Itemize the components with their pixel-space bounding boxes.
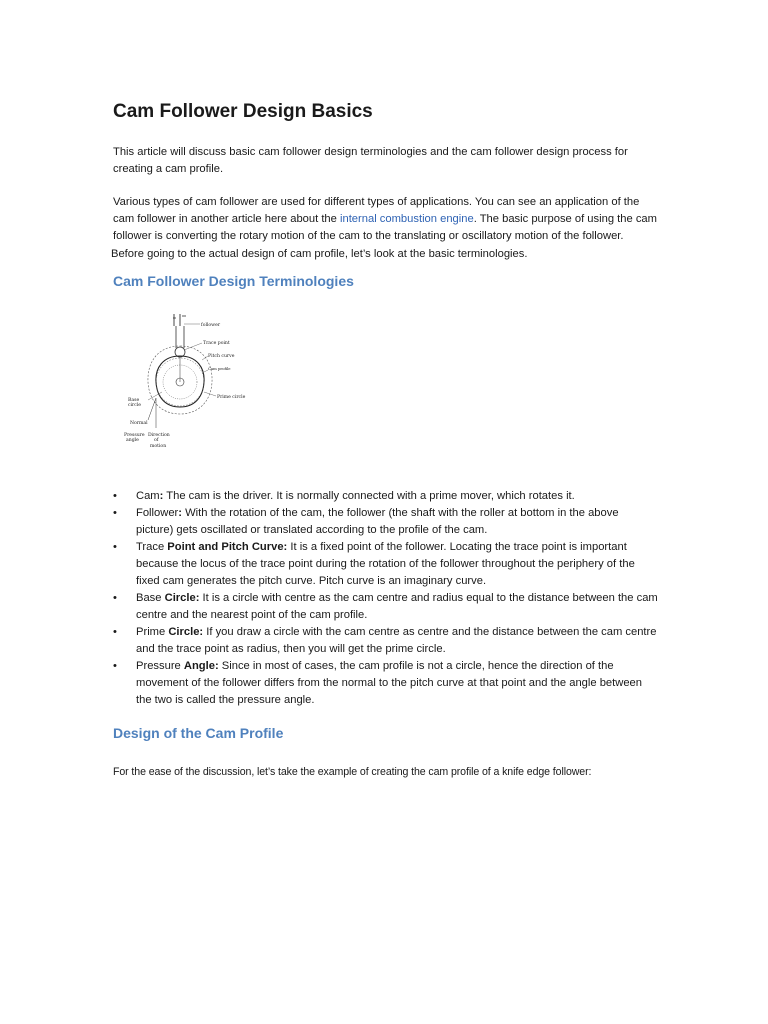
bullet-marker: •	[113, 660, 117, 672]
definition: It is a circle with centre as the cam centre and radius equal to the distance between the cam centre and the nearest point of the cam profile.	[136, 592, 658, 621]
list-item	[113, 539, 658, 590]
knife-edge-paragraph: For the ease of the discussion, let’s take the example of creating the cam profile of a knife edge follower:	[113, 766, 592, 778]
list-item	[113, 505, 658, 539]
label-normal: Normal	[130, 421, 148, 426]
term-bold: :	[159, 490, 164, 502]
applications-paragraph	[113, 194, 663, 245]
list-item	[113, 658, 658, 709]
label-cam-profile: Cam profile	[208, 366, 231, 371]
definition: With the rotation of the cam, the follower (the shaft with the roller at bottom in the above picture) gets oscillated or translated according to the profile of the cam.	[136, 507, 619, 536]
label-follower: follower	[201, 323, 221, 328]
applications-text-2: . The basic purpose of using the cam follower is converting the rotary motion of the cam to the translating or oscillatory motion of the follower.	[113, 213, 657, 242]
label-direction-1: Direction	[148, 433, 170, 438]
term: Prime	[136, 626, 169, 638]
definition: The cam is the driver. It is normally connected with a prime mover, which rotates it.	[163, 490, 575, 502]
term: Base	[136, 592, 165, 604]
leader-prime	[204, 392, 216, 396]
bullet-marker: •	[113, 592, 117, 604]
list-item	[113, 624, 658, 658]
definition: It is a fixed point of the follower. Locating the trace point is important because the locus of the trace point during the rotation of the follower throughout the periphery of the fixed cam generates the pitch curve. Pitch curve is an imaginary curve.	[136, 541, 635, 587]
normal-line	[148, 398, 156, 420]
definition: Since in most of cases, the cam profile is not a circle, hence the direction of the movement of the follower differs from the normal to the pitch curve at that point and the angle between the two is called the pressure angle.	[136, 660, 643, 706]
terminologies-heading: Cam Follower Design Terminologies	[113, 273, 354, 289]
term: Trace	[136, 541, 168, 553]
term: Pressure	[136, 660, 184, 672]
label-base-1: Base	[128, 398, 140, 403]
label-pressure-1: Pressure	[124, 433, 145, 438]
term-bold: Point and Pitch Curve:	[167, 541, 288, 553]
cam-profile-heading: Design of the Cam Profile	[113, 725, 284, 741]
article-title: Cam Follower Design Basics	[113, 101, 373, 122]
label-trace-point: Trace point	[203, 341, 230, 346]
term: Cam	[136, 490, 160, 502]
applications-text-1: Various types of cam follower are used for different types of applications. You can see an application of the cam follower in another article here about the	[113, 196, 640, 225]
bullet-marker: •	[113, 490, 117, 502]
bullet-marker: •	[113, 626, 117, 638]
cam-diagram-svg	[118, 310, 268, 454]
internal-combustion-engine-link[interactable]: internal combustion engine	[339, 213, 474, 225]
terminology-list	[113, 488, 658, 709]
cam-follower-diagram	[118, 310, 268, 454]
leader-trace	[184, 343, 202, 350]
label-prime-circle: Prime circle	[217, 395, 246, 400]
terminologies-intro-line: Before going to the actual design of cam profile, let’s look at the basic terminologies.	[111, 248, 528, 260]
list-item	[113, 590, 658, 624]
label-pitch-curve: Pitch curve	[208, 354, 235, 359]
label-pressure-2: angle	[126, 438, 139, 443]
label-base-2: circle	[128, 403, 141, 408]
term: Follower	[136, 507, 179, 519]
list-item	[113, 488, 658, 505]
intro-paragraph: This article will discuss basic cam follower design terminologies and the cam follower design process for creating a cam profile.	[113, 146, 628, 175]
label-direction-2: of	[154, 438, 159, 443]
term-bold: Angle:	[183, 660, 219, 672]
label-direction-3: motion	[150, 444, 167, 449]
term-bold: Circle:	[164, 592, 200, 604]
bullet-marker: •	[113, 541, 117, 553]
bullet-marker: •	[113, 507, 117, 519]
definition: If you draw a circle with the cam centre as centre and the distance between the cam centre and the trace point as radius, then you will get the prime circle.	[136, 626, 657, 655]
term-bold: :	[178, 507, 183, 519]
term-bold: Circle:	[168, 626, 204, 638]
